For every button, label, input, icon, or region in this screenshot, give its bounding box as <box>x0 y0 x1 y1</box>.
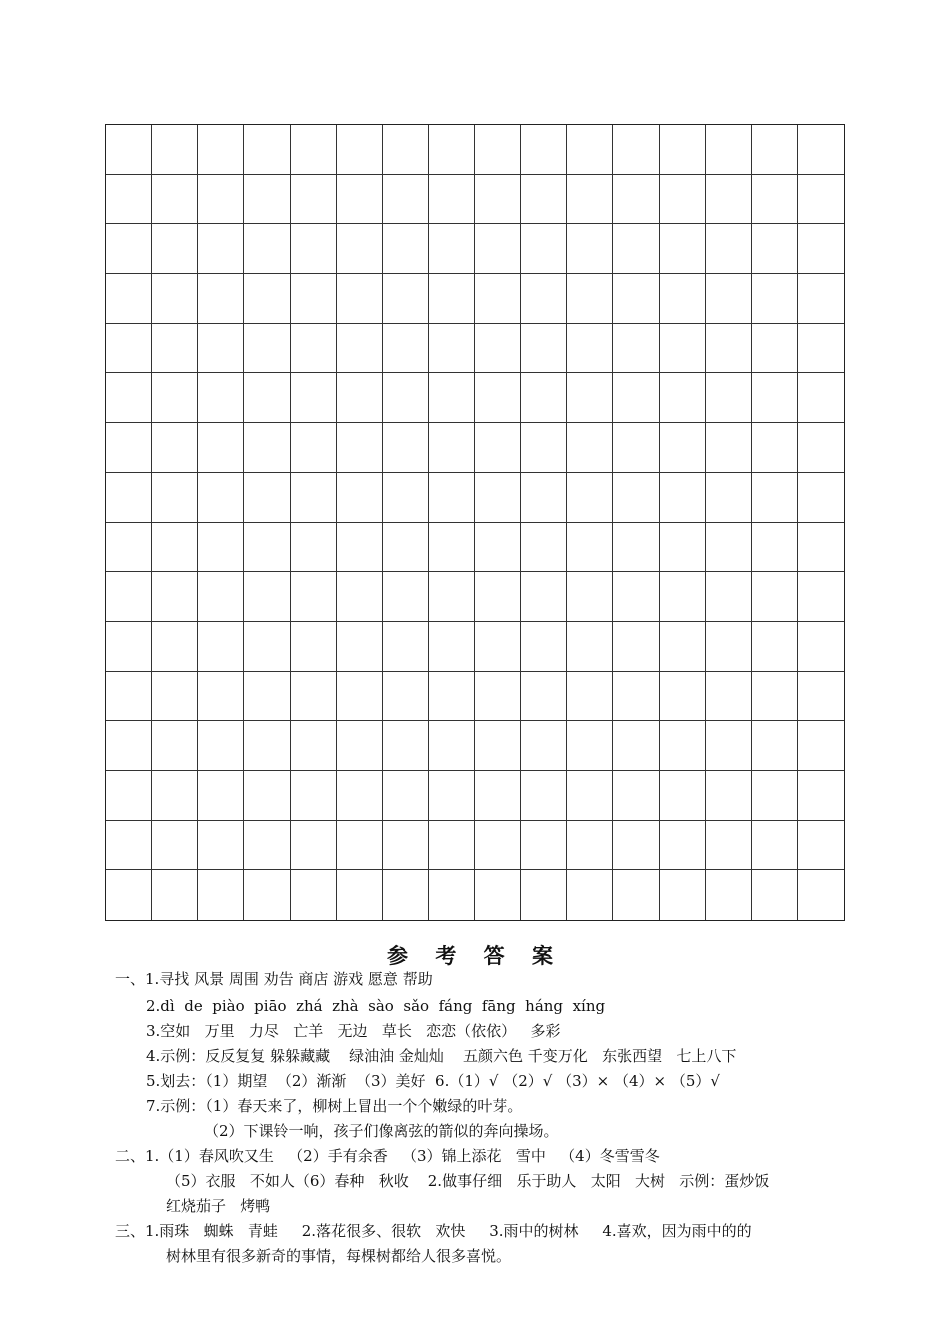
grid-cell <box>613 274 659 324</box>
answer-line-1-5: 5.划去：（1）期望 （2）渐渐 （3）美好 6.（1）√ （2）√ （3）× （4）× （5）√ <box>146 1072 720 1090</box>
grid-cell <box>383 523 429 573</box>
grid-cell <box>521 473 567 523</box>
grid-cell <box>567 523 613 573</box>
grid-cell <box>429 672 475 722</box>
grid-cell <box>429 771 475 821</box>
grid-cell <box>152 224 198 274</box>
grid-cell <box>383 125 429 175</box>
grid-cell <box>383 175 429 225</box>
grid-cell <box>383 622 429 672</box>
grid-cell <box>383 572 429 622</box>
grid-cell <box>337 274 383 324</box>
grid-cell <box>706 224 752 274</box>
grid-cell <box>660 870 706 920</box>
grid-cell <box>152 423 198 473</box>
answer-line-1-7b: （2）下课铃一响，孩子们像离弦的箭似的奔向操场。 <box>204 1122 559 1140</box>
grid-cell <box>798 125 844 175</box>
grid-cell <box>429 523 475 573</box>
grid-cell <box>660 672 706 722</box>
grid-cell <box>106 870 152 920</box>
answer-line-1-2: 2.dì de piào piāo zhá zhà sào sǎo fáng fāng háng xíng <box>146 997 606 1015</box>
grid-cell <box>613 224 659 274</box>
grid-cell <box>291 771 337 821</box>
grid-cell <box>106 373 152 423</box>
grid-cell <box>660 821 706 871</box>
grid-cell <box>475 523 521 573</box>
grid-cell <box>706 523 752 573</box>
grid-cell <box>152 622 198 672</box>
answer-line-2-1: 二、1.（1）春风吹又生 （2）手有余香 （3）锦上添花 雪中 （4）冬雪雪冬 <box>115 1147 660 1165</box>
grid-cell <box>198 125 244 175</box>
grid-cell <box>567 771 613 821</box>
grid-cell <box>198 274 244 324</box>
grid-cell <box>198 721 244 771</box>
grid-cell <box>152 274 198 324</box>
grid-cell <box>244 373 290 423</box>
grid-cell <box>706 175 752 225</box>
grid-cell <box>567 572 613 622</box>
grid-cell <box>337 622 383 672</box>
answer-line-1-1: 一、1.寻找 风景 周围 劝告 商店 游戏 愿意 帮助 <box>115 970 433 988</box>
grid-cell <box>706 274 752 324</box>
grid-cell <box>429 572 475 622</box>
grid-cell <box>475 672 521 722</box>
grid-cell <box>198 672 244 722</box>
grid-cell <box>244 175 290 225</box>
grid-cell <box>567 274 613 324</box>
grid-cell <box>106 572 152 622</box>
grid-cell <box>752 523 798 573</box>
grid-cell <box>660 423 706 473</box>
grid-cell <box>521 125 567 175</box>
writing-grid <box>105 124 845 921</box>
grid-cell <box>152 771 198 821</box>
grid-cell <box>706 622 752 672</box>
grid-cell <box>337 423 383 473</box>
grid-cell <box>429 274 475 324</box>
grid-cell <box>198 324 244 374</box>
grid-cell <box>291 870 337 920</box>
grid-cell <box>521 523 567 573</box>
grid-cell <box>798 373 844 423</box>
grid-cell <box>567 622 613 672</box>
grid-cell <box>798 870 844 920</box>
grid-cell <box>798 771 844 821</box>
grid-cell <box>567 224 613 274</box>
grid-cell <box>198 572 244 622</box>
grid-cell <box>798 175 844 225</box>
grid-cell <box>567 821 613 871</box>
grid-cell <box>337 572 383 622</box>
grid-cell <box>706 473 752 523</box>
grid-cell <box>475 224 521 274</box>
grid-cell <box>521 224 567 274</box>
grid-cell <box>706 423 752 473</box>
grid-cell <box>383 672 429 722</box>
grid-cell <box>152 870 198 920</box>
grid-cell <box>475 274 521 324</box>
grid-cell <box>475 324 521 374</box>
grid-cell <box>567 473 613 523</box>
grid-cell <box>613 373 659 423</box>
grid-cell <box>706 721 752 771</box>
grid-cell <box>752 373 798 423</box>
grid-cell <box>383 870 429 920</box>
grid-cell <box>798 324 844 374</box>
grid-cell <box>337 771 383 821</box>
grid-cell <box>152 523 198 573</box>
grid-cell <box>752 672 798 722</box>
grid-cell <box>660 622 706 672</box>
grid-cell <box>291 572 337 622</box>
grid-cell <box>291 821 337 871</box>
grid-cell <box>152 373 198 423</box>
grid-cell <box>429 870 475 920</box>
grid-cell <box>752 224 798 274</box>
grid-cell <box>244 423 290 473</box>
grid-cell <box>798 622 844 672</box>
grid-cell <box>291 175 337 225</box>
grid-cell <box>337 473 383 523</box>
grid-cell <box>567 672 613 722</box>
grid-cell <box>613 423 659 473</box>
grid-cell <box>798 523 844 573</box>
grid-cell <box>291 523 337 573</box>
grid-cell <box>244 224 290 274</box>
grid-cell <box>706 672 752 722</box>
grid-cell <box>567 175 613 225</box>
grid-cell <box>244 821 290 871</box>
grid-cell <box>198 473 244 523</box>
grid-cell <box>198 870 244 920</box>
grid-cell <box>106 324 152 374</box>
grid-cell <box>383 771 429 821</box>
grid-cell <box>475 473 521 523</box>
grid-cell <box>567 870 613 920</box>
grid-cell <box>198 175 244 225</box>
grid-cell <box>613 523 659 573</box>
grid-cell <box>429 324 475 374</box>
grid-cell <box>752 821 798 871</box>
grid-cell <box>475 373 521 423</box>
grid-cell <box>106 721 152 771</box>
grid-cell <box>244 324 290 374</box>
grid-cell <box>383 721 429 771</box>
grid-cell <box>475 622 521 672</box>
grid-cell <box>429 473 475 523</box>
grid-cell <box>244 125 290 175</box>
grid-cell <box>152 473 198 523</box>
grid-cell <box>429 175 475 225</box>
grid-cell <box>152 175 198 225</box>
grid-cell <box>106 771 152 821</box>
grid-cell <box>291 473 337 523</box>
grid-cell <box>660 274 706 324</box>
grid-cell <box>475 721 521 771</box>
answer-line-3-1: 三、1.雨珠 蜘蛛 青蛙 2.落花很多、很软 欢快 3.雨中的树林 4.喜欢，因为雨中的的 <box>115 1222 752 1240</box>
grid-cell <box>798 572 844 622</box>
grid-cell <box>660 324 706 374</box>
grid-cell <box>660 125 706 175</box>
grid-cell <box>152 821 198 871</box>
grid-cell <box>337 324 383 374</box>
grid-cell <box>752 423 798 473</box>
grid-cell <box>337 870 383 920</box>
grid-cell <box>613 672 659 722</box>
grid-cell <box>291 373 337 423</box>
grid-cell <box>383 473 429 523</box>
grid-cell <box>198 771 244 821</box>
grid-cell <box>613 622 659 672</box>
grid-cell <box>106 672 152 722</box>
grid-cell <box>613 125 659 175</box>
grid-cell <box>383 373 429 423</box>
grid-cell <box>752 870 798 920</box>
grid-cell <box>244 721 290 771</box>
grid-cell <box>106 125 152 175</box>
grid-cell <box>198 224 244 274</box>
grid-cell <box>798 224 844 274</box>
grid-cell <box>706 324 752 374</box>
grid-cell <box>521 373 567 423</box>
grid-cell <box>198 523 244 573</box>
grid-cell <box>291 721 337 771</box>
grid-cell <box>521 821 567 871</box>
grid-cell <box>613 473 659 523</box>
grid-cell <box>244 622 290 672</box>
answer-key-title: 参 考 答 案 <box>387 944 563 968</box>
grid-cell <box>291 324 337 374</box>
grid-cell <box>706 821 752 871</box>
grid-cell <box>337 721 383 771</box>
grid-cell <box>475 572 521 622</box>
grid-cell <box>429 622 475 672</box>
grid-cell <box>706 771 752 821</box>
grid-cell <box>106 622 152 672</box>
grid-cell <box>383 821 429 871</box>
grid-cell <box>660 175 706 225</box>
grid-cell <box>521 175 567 225</box>
grid-cell <box>613 324 659 374</box>
grid-cell <box>613 870 659 920</box>
grid-cell <box>752 274 798 324</box>
grid-cell <box>152 324 198 374</box>
grid-cell <box>660 224 706 274</box>
grid-cell <box>660 572 706 622</box>
grid-cell <box>337 821 383 871</box>
grid-cell <box>521 274 567 324</box>
grid-cell <box>521 324 567 374</box>
grid-cell <box>383 423 429 473</box>
grid-cell <box>106 423 152 473</box>
grid-cell <box>521 771 567 821</box>
grid-cell <box>798 821 844 871</box>
grid-cell <box>660 523 706 573</box>
grid-cell <box>567 373 613 423</box>
grid-cell <box>567 125 613 175</box>
grid-cell <box>475 125 521 175</box>
grid-cell <box>613 572 659 622</box>
grid-cell <box>475 423 521 473</box>
grid-cell <box>752 771 798 821</box>
grid-cell <box>106 175 152 225</box>
answer-line-2-3: 红烧茄子 烤鸭 <box>166 1197 271 1215</box>
answer-line-3-2: 树林里有很多新奇的事情，每棵树都给人很多喜悦。 <box>166 1247 512 1265</box>
grid-cell <box>706 572 752 622</box>
grid-cell <box>383 224 429 274</box>
grid-cell <box>106 821 152 871</box>
grid-cell <box>106 224 152 274</box>
grid-cell <box>798 721 844 771</box>
grid-cell <box>567 423 613 473</box>
grid-cell <box>429 423 475 473</box>
grid-cell <box>475 821 521 871</box>
grid-cell <box>660 373 706 423</box>
answer-line-1-3: 3.空如 万里 力尽 亡羊 无边 草长 恋恋（依依） 多彩 <box>146 1022 561 1040</box>
grid-cell <box>752 324 798 374</box>
grid-cell <box>475 771 521 821</box>
grid-cell <box>291 274 337 324</box>
grid-cell <box>567 721 613 771</box>
grid-cell <box>152 721 198 771</box>
grid-cell <box>291 672 337 722</box>
grid-cell <box>429 821 475 871</box>
grid-cell <box>383 324 429 374</box>
grid-cell <box>198 622 244 672</box>
grid-cell <box>244 523 290 573</box>
grid-cell <box>106 274 152 324</box>
grid-cell <box>337 373 383 423</box>
grid-cell <box>706 125 752 175</box>
grid-cell <box>798 423 844 473</box>
grid-cell <box>752 473 798 523</box>
grid-cell <box>244 672 290 722</box>
grid-cell <box>798 274 844 324</box>
grid-cell <box>291 224 337 274</box>
grid-cell <box>429 721 475 771</box>
grid-cell <box>152 672 198 722</box>
answer-line-1-4: 4.示例：反反复复 躲躲藏藏 绿油油 金灿灿 五颜六色 千变万化 东张西望 七上八下 <box>146 1047 737 1065</box>
grid-cell <box>337 523 383 573</box>
grid-cell <box>198 821 244 871</box>
grid-cell <box>752 125 798 175</box>
grid-cell <box>798 473 844 523</box>
grid-cell <box>244 771 290 821</box>
grid-cell <box>244 870 290 920</box>
grid-cell <box>475 175 521 225</box>
grid-cell <box>613 771 659 821</box>
grid-cell <box>521 622 567 672</box>
grid-cell <box>521 672 567 722</box>
grid-cell <box>291 125 337 175</box>
grid-cell <box>429 125 475 175</box>
grid-cell <box>337 224 383 274</box>
grid-cell <box>752 175 798 225</box>
grid-cell <box>752 622 798 672</box>
grid-cell <box>706 870 752 920</box>
grid-cell <box>198 373 244 423</box>
grid-cell <box>521 870 567 920</box>
grid-cell <box>613 175 659 225</box>
grid-cell <box>521 572 567 622</box>
grid-cell <box>291 622 337 672</box>
grid-cell <box>752 721 798 771</box>
grid-cell <box>567 324 613 374</box>
grid-cell <box>613 721 659 771</box>
grid-cell <box>475 870 521 920</box>
grid-cell <box>798 672 844 722</box>
grid-cell <box>521 721 567 771</box>
grid-cell <box>383 274 429 324</box>
grid-cell <box>337 125 383 175</box>
grid-cell <box>337 175 383 225</box>
grid-cell <box>152 125 198 175</box>
grid-cell <box>429 224 475 274</box>
grid-cell <box>106 473 152 523</box>
grid-cell <box>244 473 290 523</box>
grid-cell <box>291 423 337 473</box>
answer-line-1-7a: 7.示例：（1）春天来了，柳树上冒出一个个嫩绿的叶芽。 <box>146 1097 523 1115</box>
grid-cell <box>152 572 198 622</box>
grid-cell <box>198 423 244 473</box>
grid-cell <box>660 473 706 523</box>
grid-cell <box>337 672 383 722</box>
grid-cell <box>106 523 152 573</box>
grid-cell <box>660 771 706 821</box>
grid-cell <box>706 373 752 423</box>
answer-line-2-2: （5）衣服 不如人（6）春种 秋收 2.做事仔细 乐于助人 太阳 大树 示例：蛋炒饭 <box>166 1172 770 1190</box>
grid-cell <box>752 572 798 622</box>
grid-cell <box>521 423 567 473</box>
grid-cell <box>660 721 706 771</box>
grid-cell <box>613 821 659 871</box>
grid-cell <box>244 274 290 324</box>
grid-cell <box>244 572 290 622</box>
grid-cell <box>429 373 475 423</box>
